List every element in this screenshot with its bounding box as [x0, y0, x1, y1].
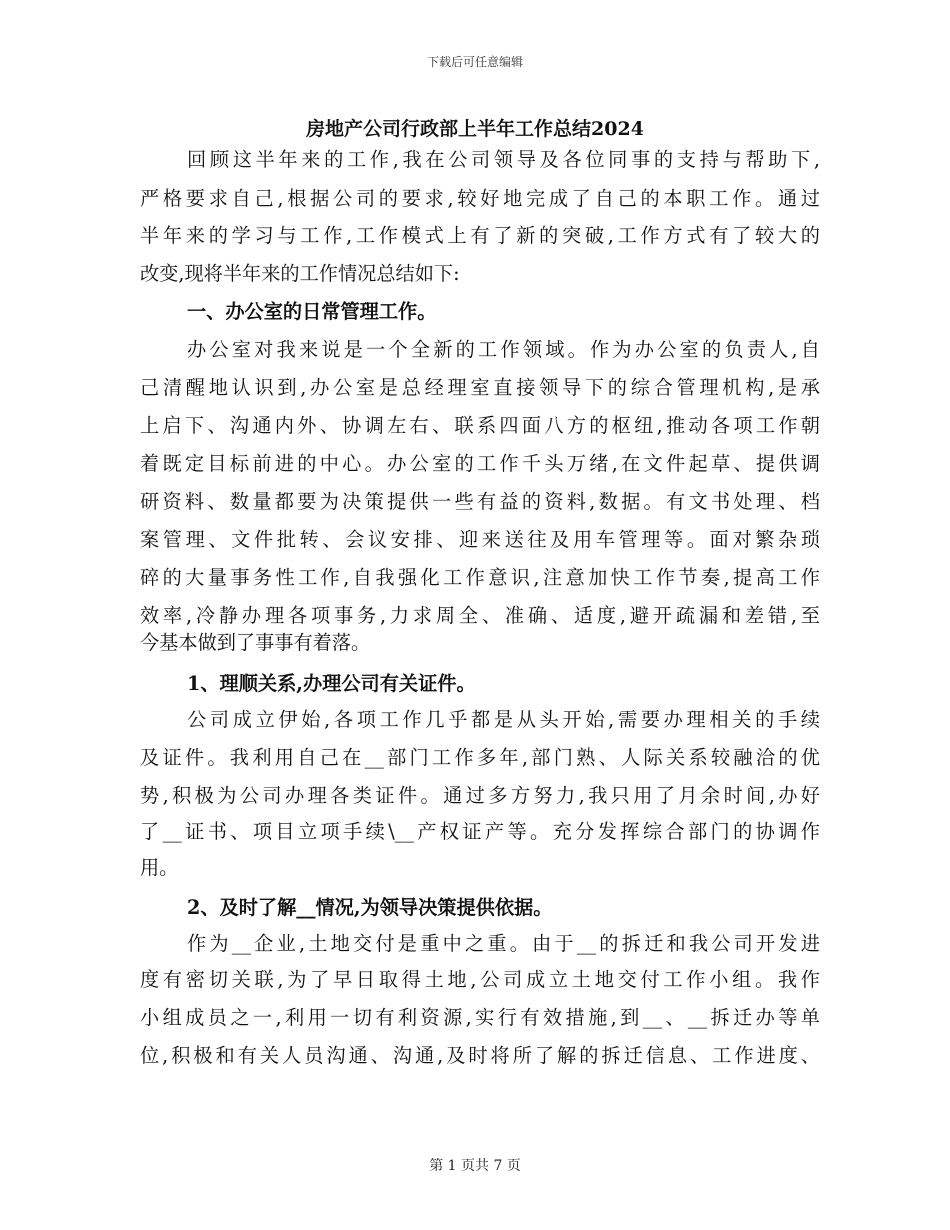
paragraph-line: 度有密切关联,为了早日取得土地,公司成立土地交付工作小组。我作 — [140, 968, 820, 991]
header-note: 下载后可任意编辑 — [426, 55, 523, 69]
paragraph-line: 及证件。我利用自己在__部门工作多年,部门熟、人际关系较融洽的优 — [140, 746, 820, 769]
paragraph-line: 办公室对我来说是一个全新的工作领域。作为办公室的负责人,自 — [187, 338, 820, 361]
intro-line: 回顾这半年来的工作,我在公司领导及各位同事的支持与帮助下, — [187, 148, 820, 171]
paragraph-line: 作为__企业,土地交付是重中之重。由于__的拆迁和我公司开发进 — [187, 932, 820, 955]
intro-line: 改变,现将半年来的工作情况总结如下: — [140, 262, 460, 285]
paragraph-line: 用。 — [140, 856, 179, 879]
document-title: 房地产公司行政部上半年工作总结2024 — [306, 118, 644, 140]
paragraph-line: 今基本做到了事事有着落。 — [140, 631, 371, 654]
paragraph-line: 着既定目标前进的中心。办公室的工作千头万绪,在文件起草、提供调 — [140, 452, 820, 475]
paragraph-line: 案管理、文件批转、会议安排、迎来送往及用车管理等。面对繁杂琐 — [140, 528, 820, 551]
paragraph-line: 小组成员之一,利用一切有利资源,实行有效措施,到__、__拆迁办等单 — [140, 1006, 820, 1029]
intro-line: 半年来的学习与工作,工作模式上有了新的突破,工作方式有了较大的 — [140, 224, 820, 247]
paragraph-line: 了__证书、项目立项手续\__产权证产等。充分发挥综合部门的协调作 — [140, 820, 820, 843]
section-heading: 一、办公室的日常管理工作。 — [187, 300, 437, 323]
paragraph-line: 公司成立伊始,各项工作几乎都是从头开始,需要办理相关的手续 — [187, 708, 820, 731]
paragraph-line: 研资料、数量都要为决策提供一些有益的资料,数据。有文书处理、档 — [140, 490, 820, 513]
subsection-heading: 2、及时了解__情况,为领导决策提供依据。 — [187, 896, 553, 919]
page-footer: 第 1 页共 7 页 — [429, 1158, 521, 1174]
paragraph-line: 位,积极和有关人员沟通、沟通,及时将所了解的拆迁信息、工作进度、 — [140, 1044, 820, 1067]
paragraph-line: 己清醒地认识到,办公室是总经理室直接领导下的综合管理机构,是承 — [140, 376, 820, 399]
subsection-heading: 1、理顺关系,办理公司有关证件。 — [187, 672, 476, 695]
intro-line: 严格要求自己,根据公司的要求,较好地完成了自己的本职工作。通过 — [140, 187, 820, 210]
paragraph-line: 势,积极为公司办理各类证件。通过多方努力,我只用了月余时间,办好 — [140, 784, 820, 807]
paragraph-line: 效率,冷静办理各项事务,力求周全、准确、适度,避开疏漏和差错,至 — [140, 604, 820, 627]
paragraph-line: 上启下、沟通内外、协调左右、联系四面八方的枢纽,推动各项工作朝 — [140, 414, 820, 437]
paragraph-line: 碎的大量事务性工作,自我强化工作意识,注意加快工作节奏,提高工作 — [140, 566, 820, 589]
